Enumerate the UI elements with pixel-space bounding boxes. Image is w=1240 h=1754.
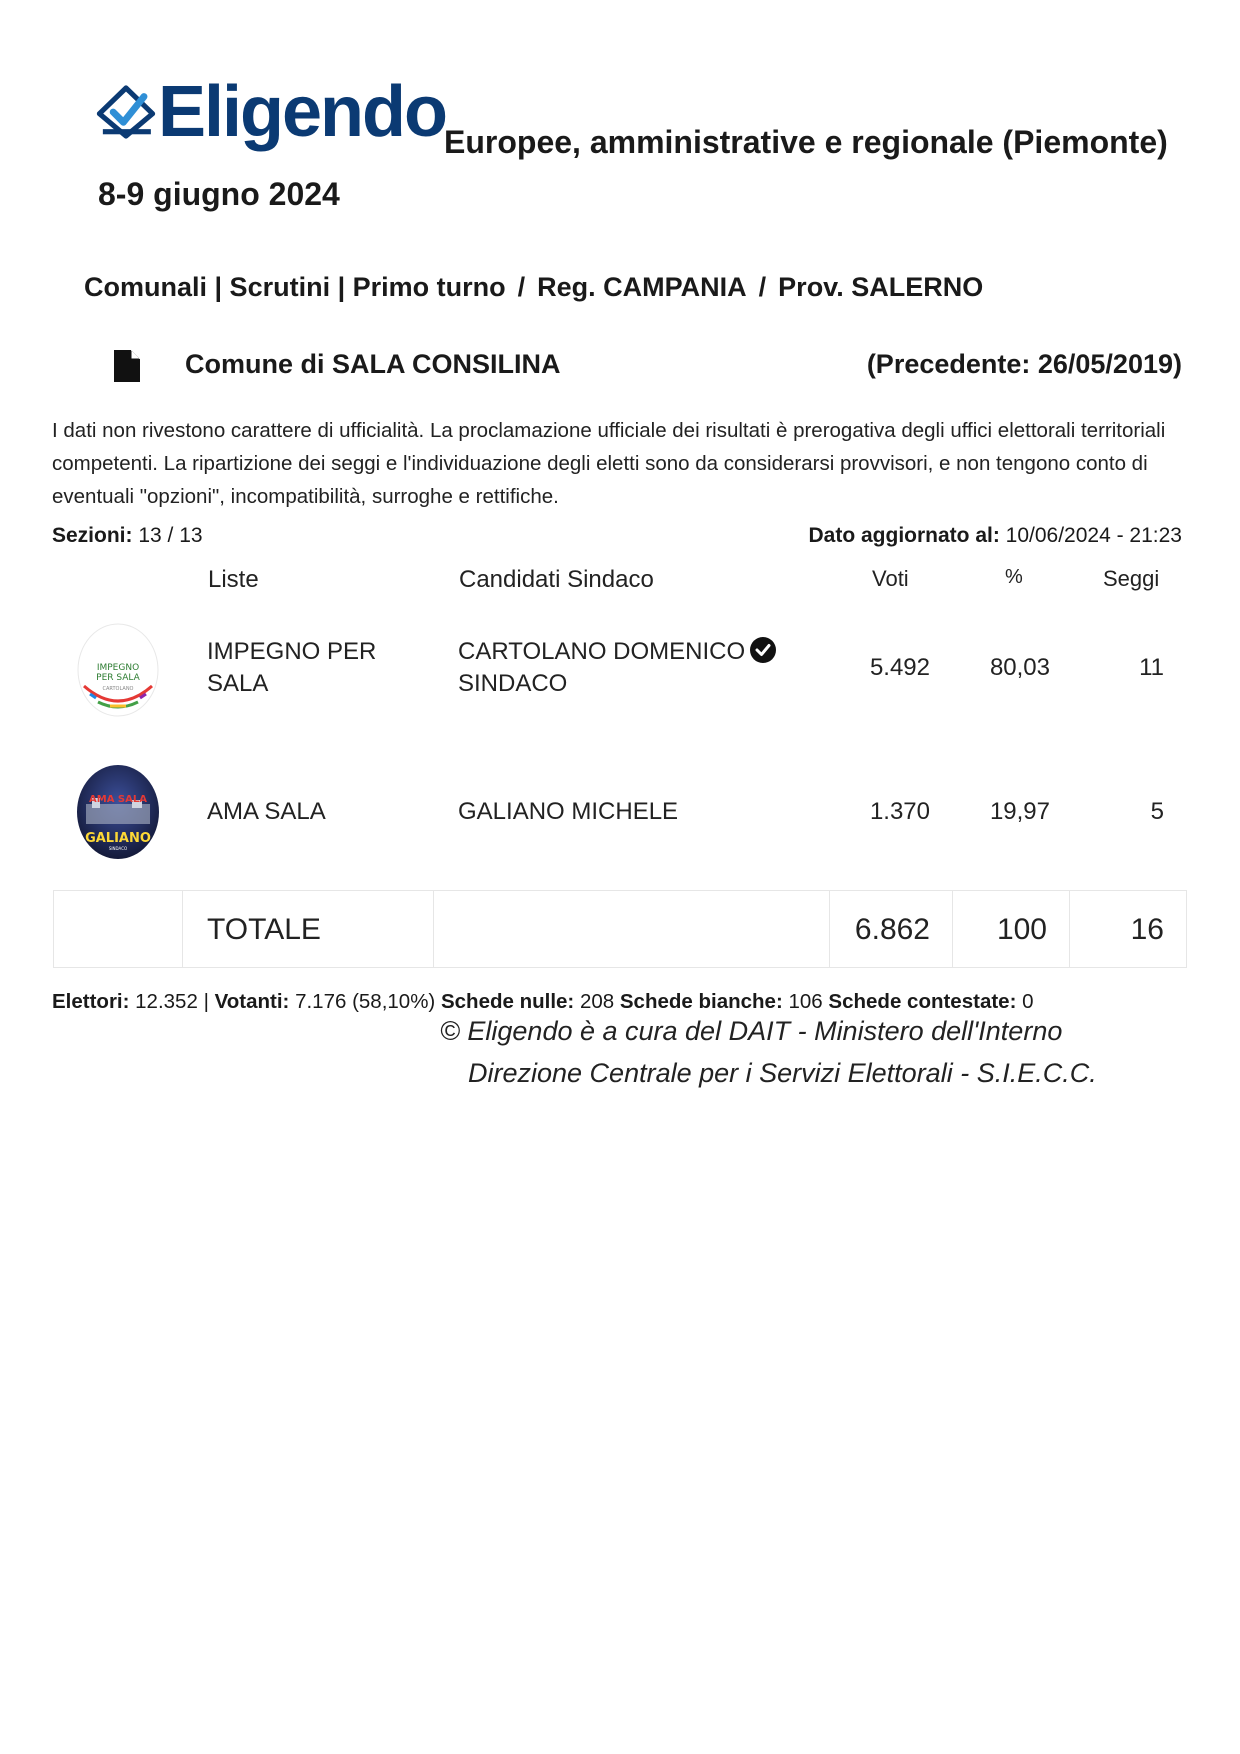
candidato-name-line: SINDACO bbox=[458, 670, 568, 697]
lista-name: AMA SALA bbox=[207, 798, 326, 825]
totale-cell-seggi bbox=[1070, 891, 1186, 967]
votanti-label: Votanti: bbox=[214, 990, 290, 1013]
breadcrumb-separator: / bbox=[517, 272, 526, 302]
document-icon[interactable] bbox=[114, 350, 140, 382]
schede-nulle-label: Schede nulle: bbox=[440, 990, 575, 1013]
percent-value: 80,03 bbox=[989, 654, 1050, 681]
breadcrumb bbox=[84, 272, 983, 303]
totale-label: TOTALE bbox=[207, 913, 321, 946]
sezioni-count bbox=[52, 524, 203, 548]
party-logo-ama-sala bbox=[76, 762, 160, 862]
lista-name-line: SALA bbox=[207, 670, 269, 697]
sezioni-value: 13 / 13 bbox=[138, 524, 203, 547]
schede-contestate-value: 0 bbox=[1022, 990, 1034, 1013]
totale-seggi: 16 bbox=[1130, 913, 1164, 946]
footer-credit-department: Direzione Centrale per i Servizi Elettorali - S.I.E.C.C. bbox=[468, 1058, 1097, 1088]
election-title: Europee, amministrative e regionale (Piemonte) bbox=[444, 124, 1168, 160]
affluenza-stats bbox=[52, 990, 1034, 1014]
election-dates: 8-9 giugno 2024 bbox=[98, 176, 340, 212]
breadcrumb-regione[interactable]: Reg. CAMPANIA bbox=[537, 272, 747, 302]
totale-voti: 6.862 bbox=[854, 913, 930, 946]
column-header-percent: % bbox=[1005, 566, 1023, 588]
logo-label: CARTOLANO bbox=[102, 686, 134, 692]
schede-contestate-label: Schede contestate: bbox=[828, 990, 1017, 1013]
logo-text: Eligendo bbox=[158, 72, 446, 152]
votanti-value: 7.176 (58,10%) bbox=[295, 990, 436, 1013]
percent-value: 19,97 bbox=[989, 798, 1050, 825]
stats-separator: | bbox=[203, 990, 209, 1013]
disclaimer-text: I dati non rivestono carattere di ufficialità. La proclamazione ufficiale dei risultati è prerogativa degli uffici elettorali territoriali competenti. La ripartizione dei seggi e l'individuazione degli eletti sono da considerarsi provvisori, e non tengono conto di eventuali "opzioni", incompatibilità, surroghe e rettifiche. bbox=[52, 419, 1166, 508]
totale-percent: 100 bbox=[996, 913, 1047, 946]
updated-label: Dato aggiornato al: bbox=[808, 524, 1000, 547]
footer-credit: © Eligendo è a cura del DAIT - Ministero dell'Interno bbox=[440, 1016, 1063, 1046]
comune-title: Comune di SALA CONSILINA bbox=[185, 349, 561, 379]
candidato-name-line: CARTOLANO DOMENICO bbox=[458, 638, 746, 665]
totale-cell-empty bbox=[54, 891, 183, 967]
candidato-name: GALIANO MICHELE bbox=[458, 798, 679, 825]
logo-label: PER SALA bbox=[96, 673, 140, 683]
eligendo-logo bbox=[96, 72, 446, 152]
elettori-label: Elettori: bbox=[52, 990, 130, 1013]
totale-cell-voti bbox=[830, 891, 953, 967]
logo-label: SINDACO bbox=[108, 846, 128, 851]
elettori-value: 12.352 bbox=[135, 990, 198, 1013]
column-header-liste: Liste bbox=[208, 566, 259, 593]
column-header-candidati: Candidati Sindaco bbox=[459, 566, 654, 593]
sezioni-label: Sezioni: bbox=[52, 524, 133, 547]
totale-cell-label bbox=[183, 891, 434, 967]
breadcrumb-separator: / bbox=[758, 272, 767, 302]
breadcrumb-provincia[interactable]: Prov. SALERNO bbox=[778, 272, 984, 302]
breadcrumb-tipo[interactable]: Comunali | Scrutini | Primo turno bbox=[84, 272, 506, 302]
logo-label: IMPEGNO bbox=[96, 663, 140, 673]
voti-value: 1.370 bbox=[869, 798, 930, 825]
schede-bianche-value: 106 bbox=[788, 990, 823, 1013]
column-header-seggi: Seggi bbox=[1103, 566, 1160, 591]
totale-cell-empty bbox=[434, 891, 830, 967]
previous-election-link[interactable]: (Precedente: 26/05/2019) bbox=[866, 349, 1182, 379]
lista-name bbox=[207, 636, 407, 700]
last-updated bbox=[808, 524, 1182, 548]
ballot-check-icon bbox=[96, 82, 156, 142]
candidato-name bbox=[458, 636, 788, 700]
logo-label: AMA SALA bbox=[89, 794, 147, 805]
lista-name-line: IMPEGNO PER bbox=[207, 638, 377, 665]
totale-cell-percent bbox=[953, 891, 1070, 967]
voti-value: 5.492 bbox=[869, 654, 930, 681]
seggi-value: 11 bbox=[1139, 654, 1164, 681]
updated-value: 10/06/2024 - 21:23 bbox=[1005, 524, 1182, 547]
logo-label: GALIANO bbox=[85, 831, 151, 846]
schede-bianche-label: Schede bianche: bbox=[619, 990, 783, 1013]
seggi-value: 5 bbox=[1150, 798, 1164, 825]
column-header-voti: Voti bbox=[872, 566, 909, 591]
elected-check-icon bbox=[749, 636, 777, 664]
totale-row bbox=[53, 890, 1187, 968]
party-logo-impegno-per-sala bbox=[76, 620, 160, 720]
schede-nulle-value: 208 bbox=[579, 990, 615, 1013]
